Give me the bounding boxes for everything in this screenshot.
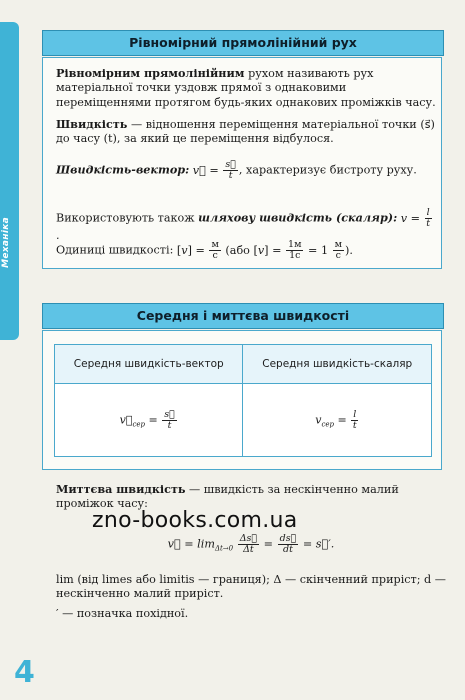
side-tab-label: Механіка — [1, 217, 11, 268]
units-formula: [v] = $\frac{м}{с}$ (або [v] = $\frac{1м}{1с}$ = 1 $\frac{м}{с}$ ). — [176, 239, 353, 261]
units-paren: (або — [225, 243, 250, 257]
velocity-vector-formula: v⃗ = $\frac{s⃗}{t}$ — [192, 159, 236, 181]
speed-term: Швидкість — [56, 117, 128, 131]
average-speed-table — [54, 344, 432, 457]
def-text: рухом називають рух матеріальної точки уздовж прямої з однаковими переміщеннями протягом будь-яких однакових проміжків часу. — [56, 67, 436, 109]
inst-text: — швидкість за нескінченно малий проміжок часу: — [56, 483, 399, 511]
speed-units-line — [56, 240, 436, 261]
average-vector-formula: $v⃗_{сер}$ = $\frac{s⃗}{t}$ — [55, 384, 243, 457]
inst-term: Миттєва швидкість — [56, 482, 186, 496]
velocity-vector-line — [56, 160, 436, 181]
vector-term: Швидкість-вектор: — [56, 162, 190, 177]
prime-explanation: ′ — позначка похідної. — [56, 607, 189, 620]
watermark: zno-books.com.ua — [92, 508, 298, 533]
speed-definition — [56, 117, 436, 147]
page-number: 4 — [14, 655, 35, 690]
scalar-speed-formula: v = $\frac{l}{t}$ . — [56, 207, 431, 242]
units-prefix: Одиниці швидкості: — [56, 243, 177, 257]
instant-speed-formula: v⃗ = $\lim_{\Delta t\to 0}$ $\frac{\Delta s⃗}{\Delta t}$ = $\frac{ds⃗}{dt}$ = s⃗′. — [167, 533, 335, 555]
col-head-vector: Середня швидкість-вектор — [55, 345, 243, 384]
section-title-average-instant: Середня і миттєва швидкості — [42, 303, 444, 329]
uniform-motion-definition — [56, 66, 436, 110]
vector-text: , характеризує бистроту руху. — [238, 163, 417, 177]
scalar-prefix: Використовують також — [56, 211, 199, 225]
def-term: Рівномірним прямолінійним — [56, 66, 245, 80]
col-head-scalar: Середня швидкість-скаляр — [243, 345, 432, 384]
scalar-term: шляхову швидкість (скаляр): — [198, 210, 398, 225]
side-tab — [0, 22, 19, 340]
section-title-uniform-motion: Рівномірний прямолінійний рух — [42, 30, 444, 56]
scalar-speed-line — [56, 208, 436, 243]
average-scalar-formula: $v_{сер}$ = $\frac{l}{t}$ — [243, 384, 432, 457]
limit-explanation: lim (від limes або limitis — границя); Δ — скінченний приріст; d — нескінченно малий приріст. — [56, 573, 446, 601]
speed-text: — відношення переміщення матеріальної точки (s⃗) до часу (t), за який це переміщення відбулося. — [56, 118, 435, 146]
